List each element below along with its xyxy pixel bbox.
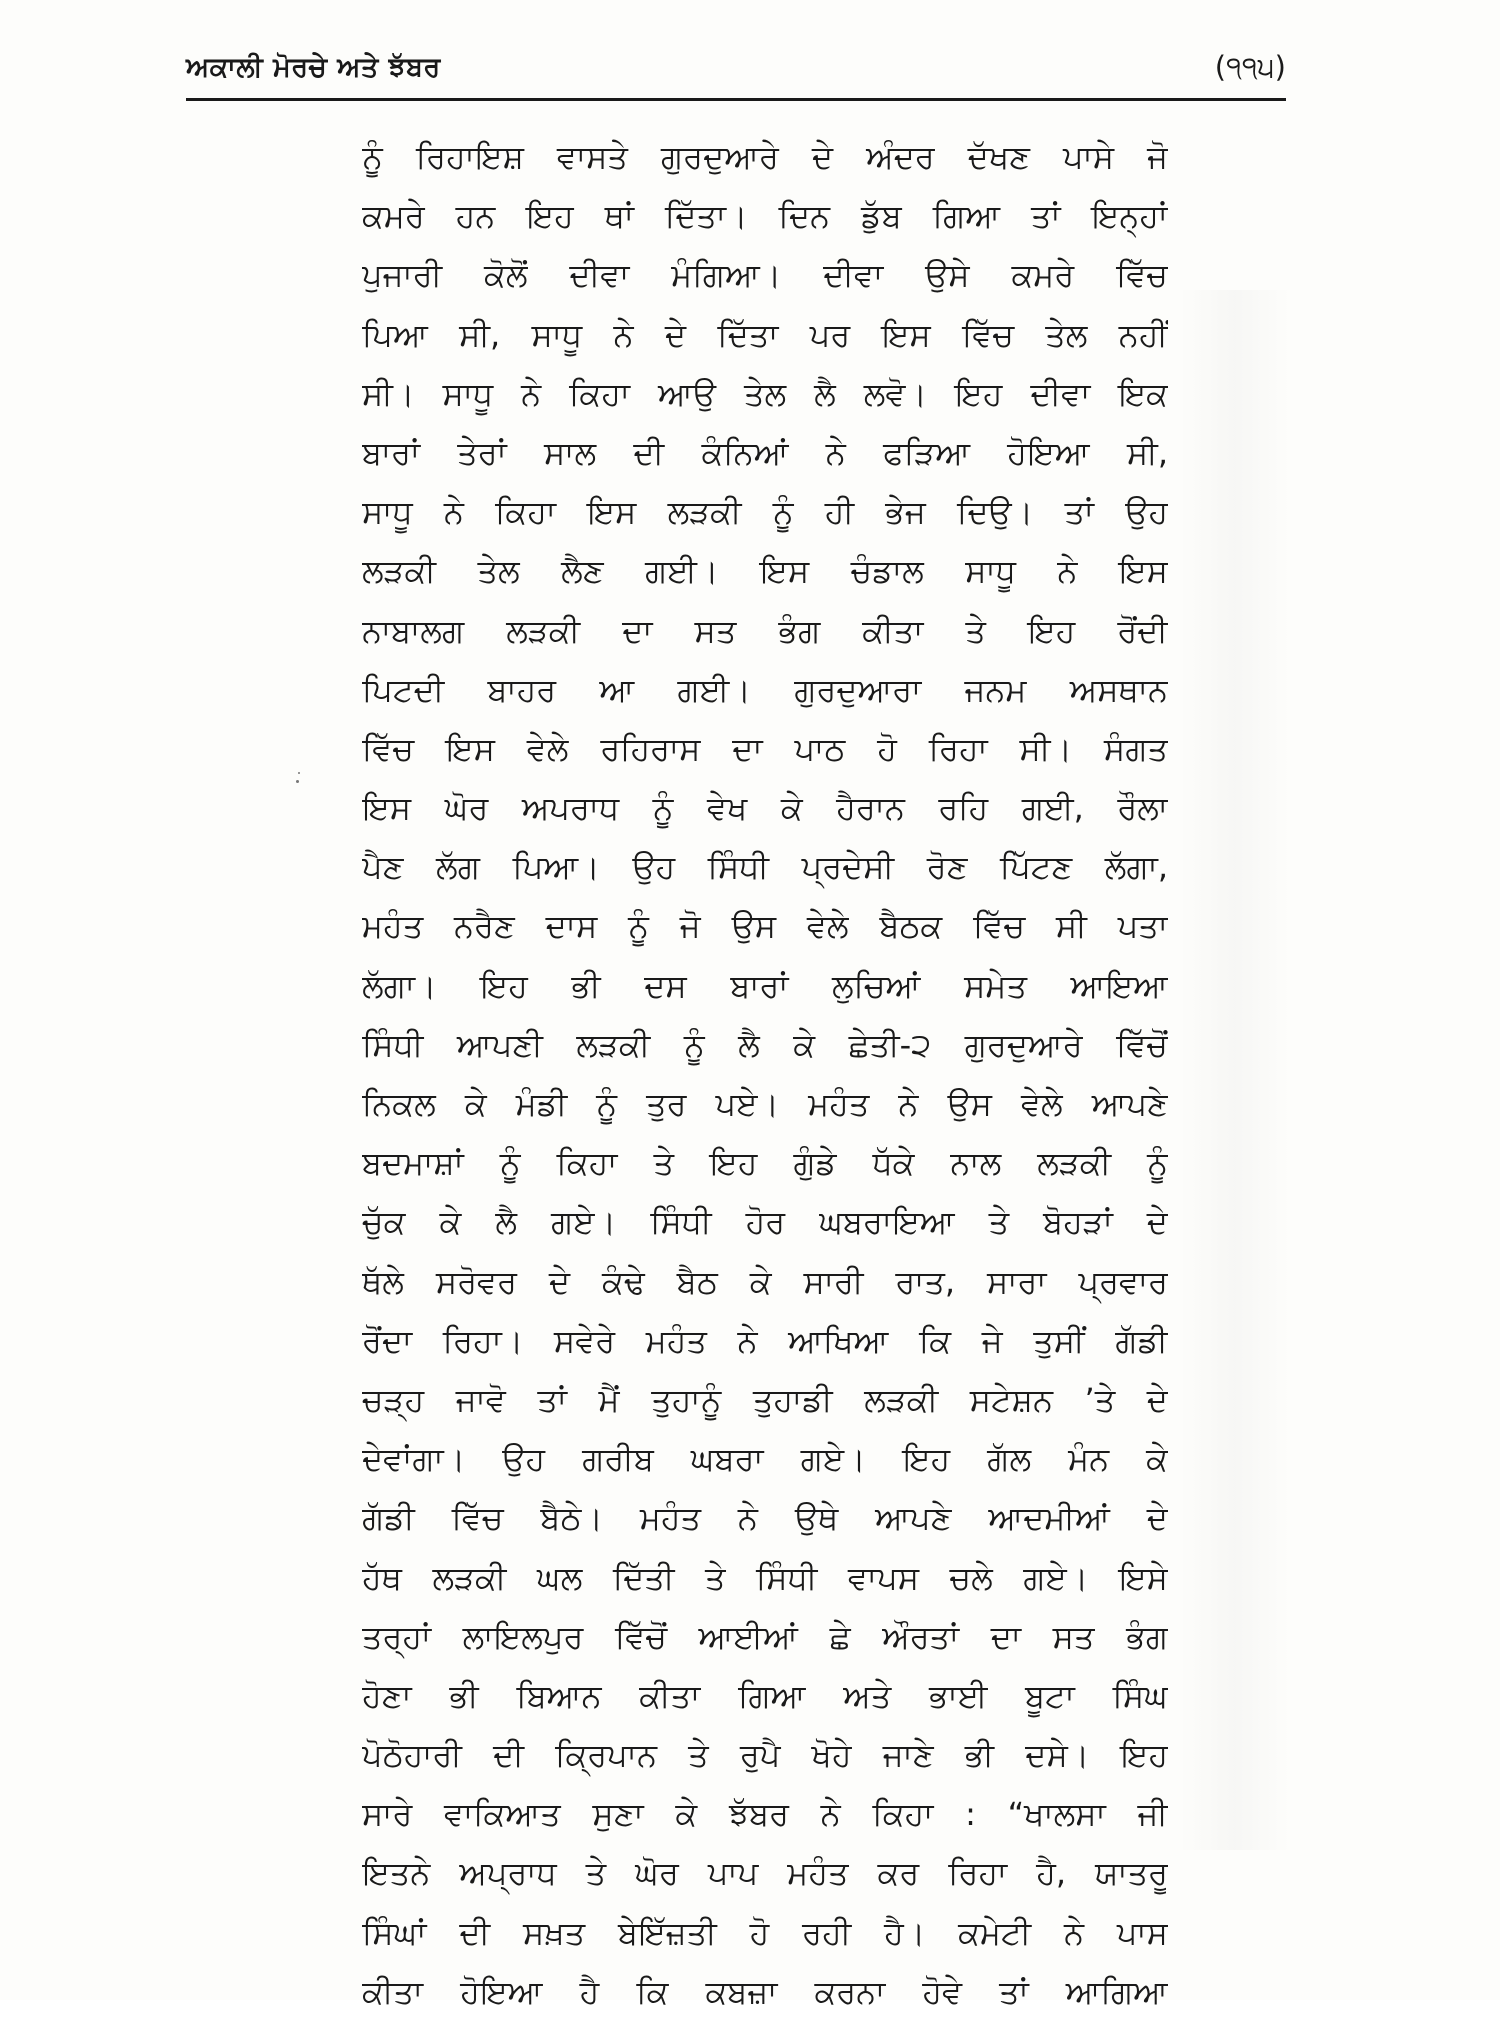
text-line: ਪਿਆ ਸੀ, ਸਾਧੂ ਨੇ ਦੇ ਦਿੱਤਾ ਪਰ ਇਸ ਵਿੱਚ ਤੇਲ ਨਹੀਂ: [362, 315, 1168, 354]
text-line: ਸੀ। ਸਾਧੂ ਨੇ ਕਿਹਾ ਆਉ ਤੇਲ ਲੈ ਲਵੋ। ਇਹ ਦੀਵਾ ਇਕ: [362, 374, 1168, 413]
text-line: ਸਾਰੇ ਵਾਕਿਆਤ ਸੁਣਾ ਕੇ ਝੱਬਰ ਨੇ ਕਿਹਾ : “ਖਾਲਸਾ ਜੀ: [362, 1795, 1168, 1834]
text-line: ਪਿਟਦੀ ਬਾਹਰ ਆ ਗਈ। ਗੁਰਦੁਆਰਾ ਜਨਮ ਅਸਥਾਨ: [362, 670, 1168, 709]
text-line: ਲੜਕੀ ਤੇਲ ਲੈਣ ਗਈ। ਇਸ ਚੰਡਾਲ ਸਾਧੂ ਨੇ ਇਸ: [362, 552, 1168, 591]
text-line: ਹੱਥ ਲੜਕੀ ਘਲ ਦਿੱਤੀ ਤੇ ਸਿੰਧੀ ਵਾਪਸ ਚਲੇ ਗਏ। ਇਸੇ: [362, 1558, 1168, 1597]
running-header: [186, 48, 1286, 104]
text-line: ਹੋਣਾ ਭੀ ਬਿਆਨ ਕੀਤਾ ਗਿਆ ਅਤੇ ਭਾਈ ਬੂਟਾ ਸਿੰਘ: [362, 1676, 1168, 1715]
text-line: ਕਮਰੇ ਹਨ ਇਹ ਥਾਂ ਦਿੱਤਾ। ਦਿਨ ਡੁੱਬ ਗਿਆ ਤਾਂ ਇਨ੍ਹਾਂ: [362, 197, 1168, 236]
text-line: ਰੋਂਦਾ ਰਿਹਾ। ਸਵੇਰੇ ਮਹੰਤ ਨੇ ਆਖਿਆ ਕਿ ਜੇ ਤੁਸੀਂ ਗੱਡੀ: [362, 1321, 1168, 1360]
text-line: ਵਿੱਚ ਇਸ ਵੇਲੇ ਰਹਿਰਾਸ ਦਾ ਪਾਠ ਹੋ ਰਿਹਾ ਸੀ। ਸੰਗਤ: [362, 729, 1168, 768]
body-text: [362, 128, 1168, 2022]
text-line: ਨਾਬਾਲਗ ਲੜਕੀ ਦਾ ਸਤ ਭੰਗ ਕੀਤਾ ਤੇ ਇਹ ਰੋਂਦੀ: [362, 611, 1168, 650]
page-number: (੧੧੫): [1214, 50, 1286, 84]
text-line: ਸਿੰਧੀ ਆਪਣੀ ਲੜਕੀ ਨੂੰ ਲੈ ਕੇ ਛੇਤੀ-੨ ਗੁਰਦੁਆਰੇ ਵਿੱਚੋਂ: [362, 1025, 1168, 1064]
text-line: ਪੈਣ ਲੱਗ ਪਿਆ। ਉਹ ਸਿੰਧੀ ਪ੍ਰਦੇਸੀ ਰੋਣ ਪਿੱਟਣ ਲੱਗਾ,: [362, 848, 1168, 887]
show-through-shadow: [1180, 290, 1290, 1850]
text-line: ਬਦਮਾਸ਼ਾਂ ਨੂੰ ਕਿਹਾ ਤੇ ਇਹ ਗੁੰਡੇ ਧੱਕੇ ਨਾਲ ਲੜਕੀ ਨੂੰ: [362, 1144, 1168, 1183]
text-line: ਸਾਧੂ ਨੇ ਕਿਹਾ ਇਸ ਲੜਕੀ ਨੂੰ ਹੀ ਭੇਜ ਦਿਉ। ਤਾਂ ਉਹ: [362, 493, 1168, 532]
text-line: ਪੋਠੋਹਾਰੀ ਦੀ ਕ੍ਰਿਪਾਨ ਤੇ ਰੁਪੈ ਖੋਹੇ ਜਾਣੇ ਭੀ ਦਸੇ। ਇਹ: [362, 1736, 1168, 1775]
text-line: ਗੱਡੀ ਵਿੱਚ ਬੈਠੇ। ਮਹੰਤ ਨੇ ਉਥੇ ਆਪਣੇ ਆਦਮੀਆਂ ਦੇ: [362, 1499, 1168, 1538]
print-speck: [298, 772, 300, 774]
header-rule: [186, 98, 1286, 101]
text-line: ਚੜ੍ਹ ਜਾਵੋ ਤਾਂ ਮੈਂ ਤੁਹਾਨੂੰ ਤੁਹਾਡੀ ਲੜਕੀ ਸਟੇਸ਼ਨ ’ਤੇ ਦੇ: [362, 1380, 1168, 1419]
text-line: ਪੁਜਾਰੀ ਕੋਲੋਂ ਦੀਵਾ ਮੰਗਿਆ। ਦੀਵਾ ਉਸੇ ਕਮਰੇ ਵਿੱਚ: [362, 256, 1168, 295]
text-line: ਥੱਲੇ ਸਰੋਵਰ ਦੇ ਕੰਢੇ ਬੈਠ ਕੇ ਸਾਰੀ ਰਾਤ, ਸਾਰਾ ਪ੍ਰਵਾਰ: [362, 1262, 1168, 1301]
text-line: ਕੀਤਾ ਹੋਇਆ ਹੈ ਕਿ ਕਬਜ਼ਾ ਕਰਨਾ ਹੋਵੇ ਤਾਂ ਆਗਿਆ: [362, 1972, 1168, 2011]
text-line: ਲੱਗਾ। ਇਹ ਭੀ ਦਸ ਬਾਰਾਂ ਲੁਚਿਆਂ ਸਮੇਤ ਆਇਆ: [362, 966, 1168, 1005]
text-line: ਦੇਵਾਂਗਾ। ਉਹ ਗਰੀਬ ਘਬਰਾ ਗਏ। ਇਹ ਗੱਲ ਮੰਨ ਕੇ: [362, 1440, 1168, 1479]
text-line: ਬਾਰਾਂ ਤੇਰਾਂ ਸਾਲ ਦੀ ਕੰਨਿਆਂ ਨੇ ਫੜਿਆ ਹੋਇਆ ਸੀ,: [362, 433, 1168, 472]
text-line: ਇਤਨੇ ਅਪ੍ਰਾਧ ਤੇ ਘੋਰ ਪਾਪ ਮਹੰਤ ਕਰ ਰਿਹਾ ਹੈ, ਯਾਤਰੂ: [362, 1854, 1168, 1893]
text-line: ਮਹੰਤ ਨਰੈਣ ਦਾਸ ਨੂੰ ਜੋ ਉਸ ਵੇਲੇ ਬੈਠਕ ਵਿੱਚ ਸੀ ਪਤਾ: [362, 907, 1168, 946]
print-speck: [296, 780, 299, 783]
text-line: ਨੂੰ ਰਿਹਾਇਸ਼ ਵਾਸਤੇ ਗੁਰਦੁਆਰੇ ਦੇ ਅੰਦਰ ਦੱਖਣ ਪਾਸੇ ਜੋ: [362, 138, 1168, 176]
text-line: ਨਿਕਲ ਕੇ ਮੰਡੀ ਨੂੰ ਤੁਰ ਪਏ। ਮਹੰਤ ਨੇ ਉਸ ਵੇਲੇ ਆਪਣੇ: [362, 1085, 1168, 1123]
text-line: ਸਿੰਘਾਂ ਦੀ ਸਖ਼ਤ ਬੇਇੱਜ਼ਤੀ ਹੋ ਰਹੀ ਹੈ। ਕਮੇਟੀ ਨੇ ਪਾਸ: [362, 1913, 1168, 1952]
text-line: ਇਸ ਘੋਰ ਅਪਰਾਧ ਨੂੰ ਵੇਖ ਕੇ ਹੈਰਾਨ ਰਹਿ ਗਈ, ਰੌਲਾ: [362, 789, 1168, 828]
text-line: ਚੁੱਕ ਕੇ ਲੈ ਗਏ। ਸਿੰਧੀ ਹੋਰ ਘਬਰਾਇਆ ਤੇ ਬੋਹੜਾਂ ਦੇ: [362, 1203, 1168, 1242]
running-title: ਅਕਾਲੀ ਮੋਰਚੇ ਅਤੇ ਝੱਬਰ: [186, 52, 441, 83]
text-line: ਤਰ੍ਹਾਂ ਲਾਇਲਪੁਰ ਵਿੱਚੋਂ ਆਈਆਂ ਛੇ ਔਰਤਾਂ ਦਾ ਸਤ ਭੰਗ: [362, 1617, 1168, 1656]
